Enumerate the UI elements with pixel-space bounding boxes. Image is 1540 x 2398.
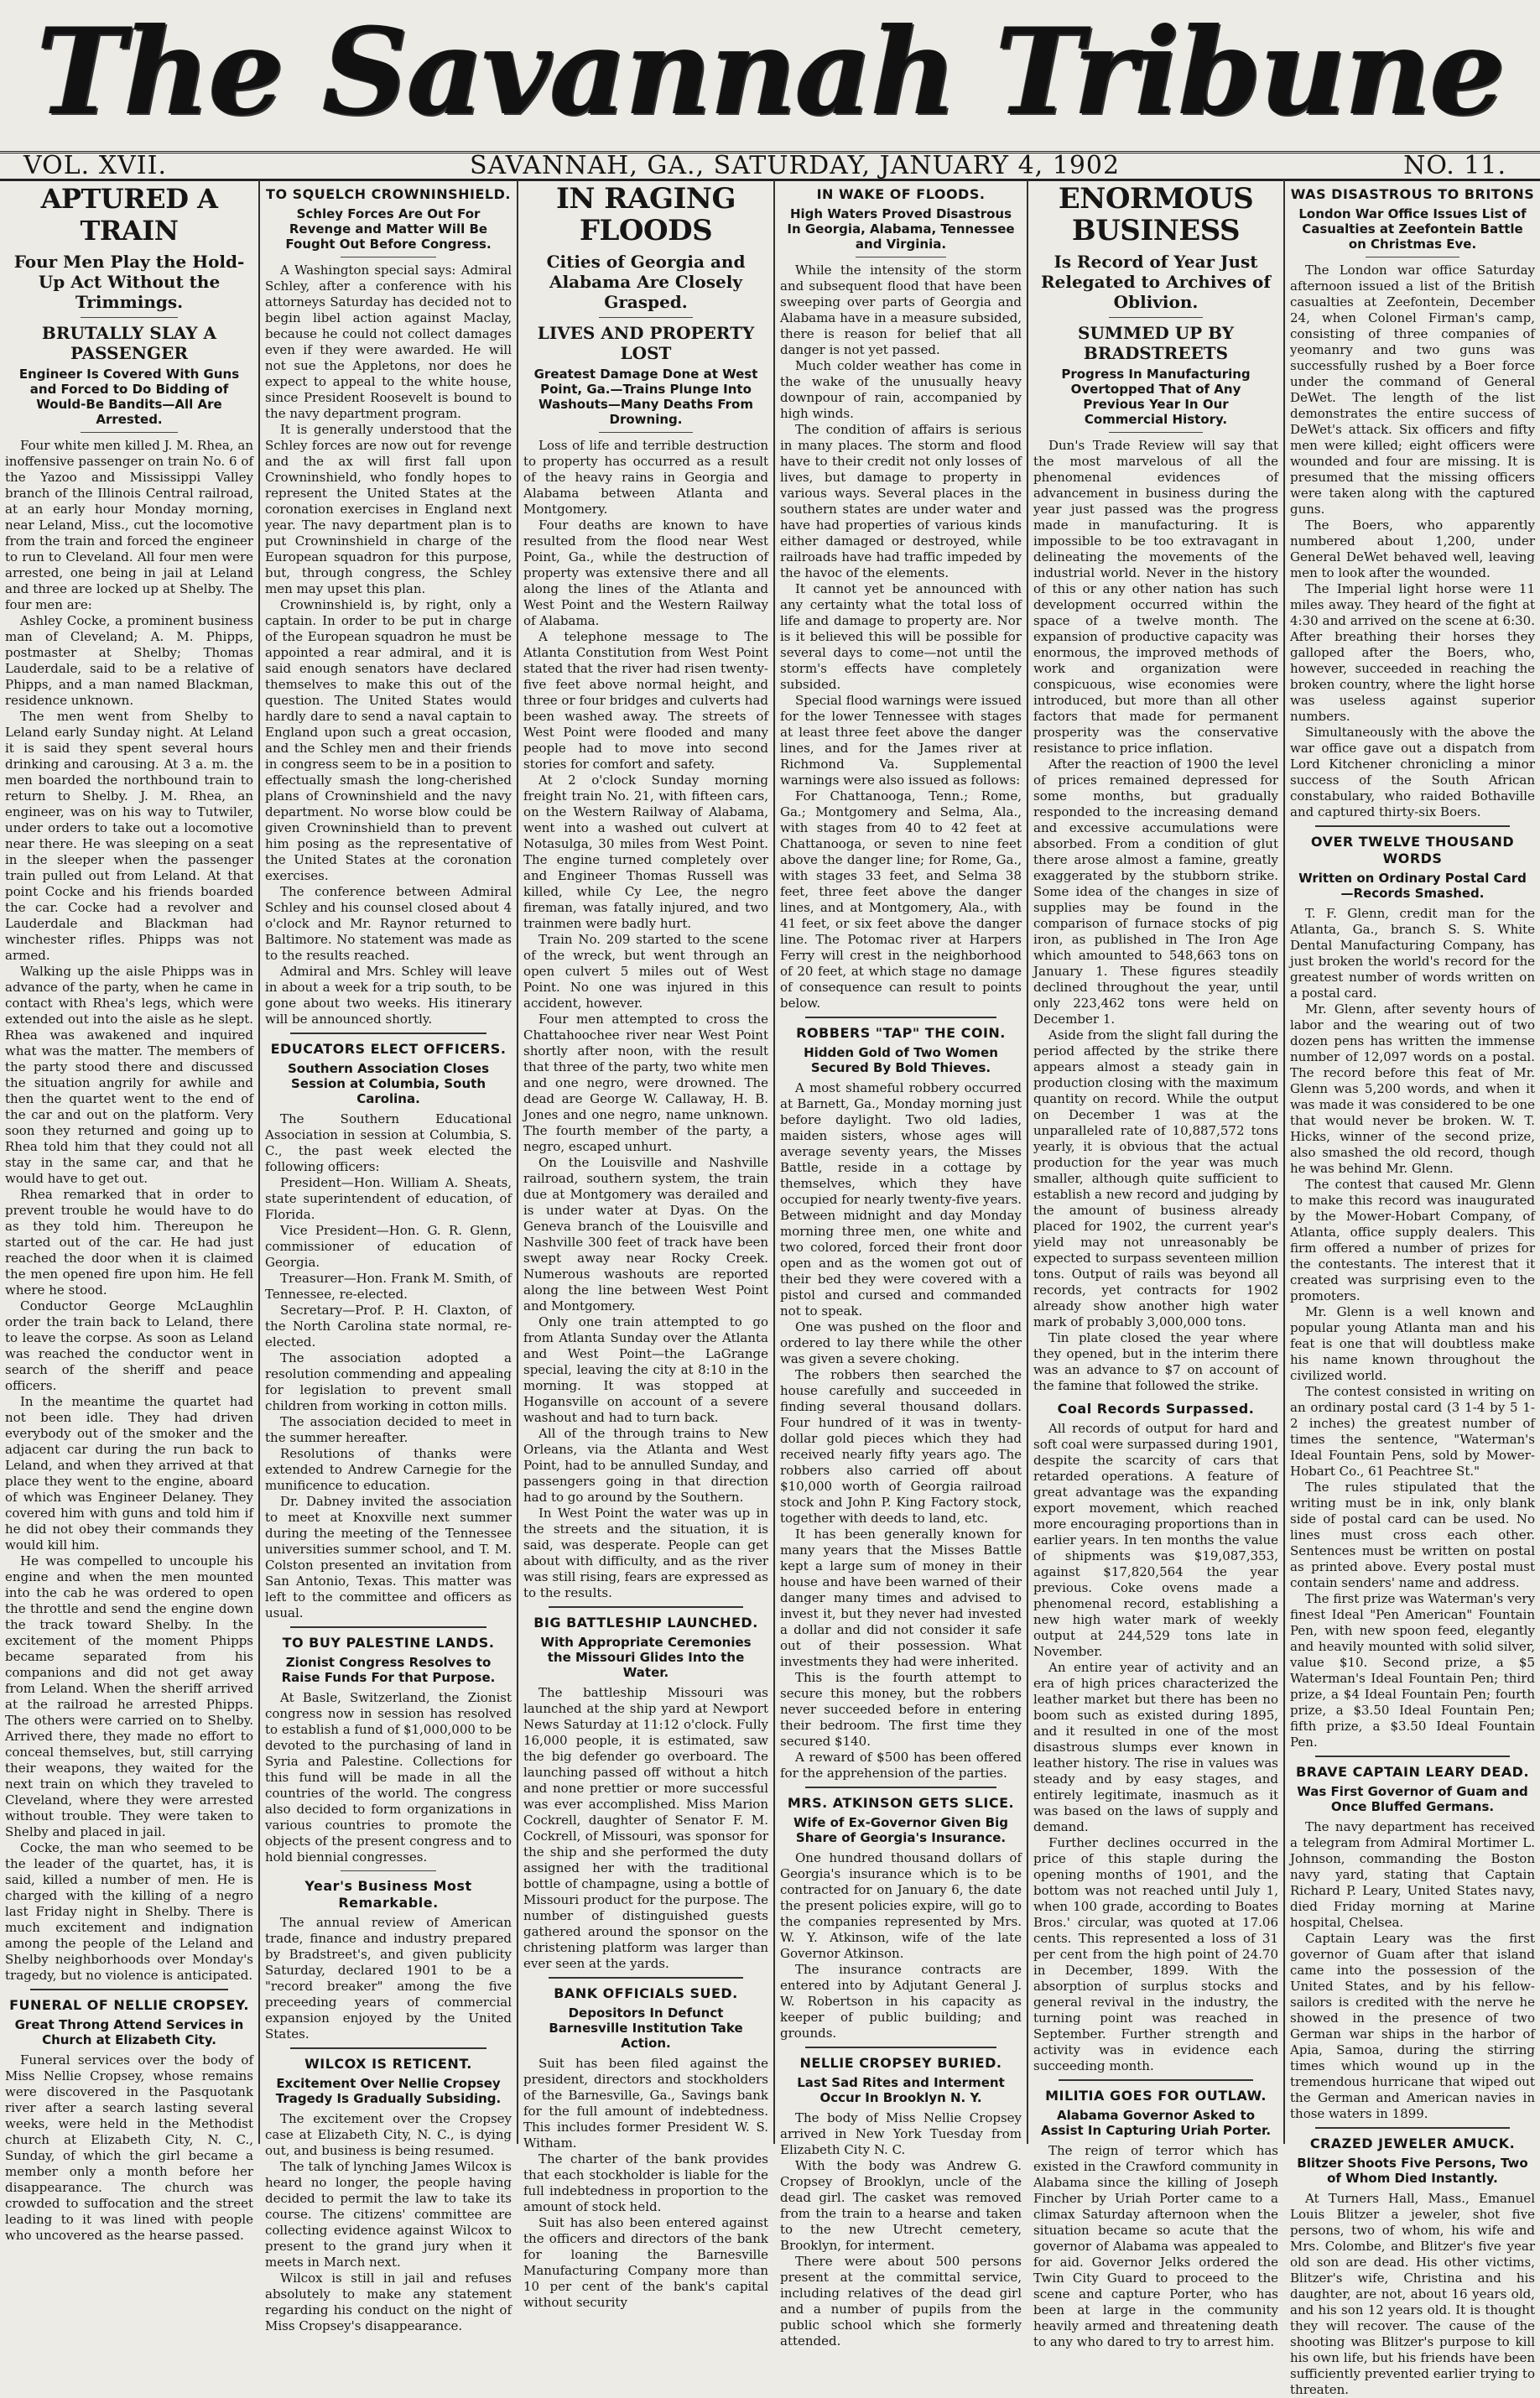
- paragraph: Secretary—Prof. P. H. Claxton, of the North Carolina state normal, re-elected.: [265, 1303, 512, 1350]
- divider: [805, 1787, 996, 1788]
- paragraph: The condition of affairs is serious in many places. The storm and flood have to their credit not only losses of lives, but damage to property in various ways. Several places in the southern states are under water and have had properties of various kinds either damaged or destroyed, while railroads have had traffic impeded by the havoc of the elements.: [780, 422, 1022, 580]
- paragraph: Aside from the slight fall during the period affected by the strike there appears almost a steady gain in production closing with the maximum quantity on record. While the output on December 1 was at the unparalleled rate of 10,887,572 tons yearly, it is obvious that the actual production for the year was much smaller, although quite sufficient to establish a new record and judging by the amount of business already placed for 1902, the current year's yield may not unreasonably be expected to surpass seventeen million tons. Output of rails was beyond all records, yet contracts for 1902 already show another high water mark of probably 3,000,000 tons.: [1033, 1027, 1278, 1329]
- paragraph: Dun's Trade Review will say that the most marvelous of all the phenomenal evidences of advancement in business during the year just passed was the progress made in manufacturing. It is impossible to be too extravagant in delineating the movements of the industrial world. Never in the history of this or any other nation has such development occurred within the space of a twelve month. The expansion of productive capacity was enormous, the improved methods of work and organization were conspicuous, wise economies were introduced, but more than all other factors that made for permanent prosperity was the conservative resistance to price inflation.: [1033, 438, 1278, 756]
- divider: [549, 1977, 743, 1979]
- paragraph: The navy department has received a telegram from Admiral Mortimer L. Johnson, commanding the Boston navy yard, stating that Captain Richard P. Leary, United States navy, died Friday morning at Marine hospital, Chelsea.: [1290, 1819, 1535, 1930]
- article-headline: BIG BATTLESHIP LAUNCHED.: [533, 1615, 758, 1631]
- deck: High Waters Proved Disastrous In Georgia, Alabama, Tennessee and Virginia.: [787, 206, 1015, 252]
- deck: Engineer Is Covered With Guns and Forced to Do Bidding of Would-Be Bandits—All Are Arrested.: [18, 367, 240, 427]
- paragraph: Crowninshield is, by right, only a captain. In order to be put in charge of the European squadron he must be appointed a rear admiral, and it is said enough senators have declared themselves to make this out of the question. The United States would hardly dare to send a naval captain to England upon such a great occasion, and the Schley men and their friends in congress seem to be in a position to effectually smash the long-cherished plans of Crowninshield and the navy department. No worse blow could be given Crowninshield than to prevent him posing as the representative of the United States at the coronation exercises.: [265, 597, 512, 883]
- paragraph: Cocke, the man who seemed to be the leader of the quartet, has, it is said, killed a number of men. He is charged with the killing of a negro last Friday night in Shelby. There is much excitement and indignation among the people of the Leland and Shelby neighborhoods over Monday's tragedy, but no violence is anticipated.: [5, 1840, 253, 1983]
- paragraph: While the intensity of the storm and subsequent flood that have been sweeping over parts of Georgia and Alabama have in a measure subsided, there is reason for belief that all danger is not yet passed.: [780, 263, 1022, 357]
- paragraph: Rhea remarked that in order to prevent trouble he would have to do as they told him. Thereupon he started out of the car. He had just reached the door when it is claimed the men opened fire upon him. He fell where he stood.: [5, 1187, 253, 1298]
- paragraph: President—Hon. William A. Sheats, state superintendent of education, of Florida.: [265, 1175, 512, 1222]
- headline: APTURED A TRAIN: [40, 183, 218, 247]
- deck: Four Men Play the Hold-Up Act Without the Trimmings.: [13, 252, 245, 312]
- paragraph: The reign of terror which has existed in the Crawford community in Alabama since the killing of Joseph Fincher by Uriah Porter came to a climax Saturday afternoon when the situation became so acute that the governor of Alabama was appealed to for aid. Governor Jelks ordered the Twin City Guard to proceed to the scene and capture Porter, who has been at large in the community heavily armed and threatening death to any who dared to try to arrest him.: [1033, 2143, 1278, 2349]
- deck: Last Sad Rites and Interment Occur In Brooklyn N. Y.: [797, 2075, 1005, 2105]
- article-headline: NELLIE CROPSEY BURIED.: [799, 2055, 1002, 2071]
- paragraph: Ashley Cocke, a prominent business man of Cleveland; A. M. Phipps, postmaster at Shelby; Thomas Lauderdale, said to be a relative of Phipps, and a man named Blackman, residence unknown.: [5, 613, 253, 708]
- divider: [805, 1017, 996, 1018]
- deck: BRUTALLY SLAY A PASSENGER: [41, 323, 217, 363]
- headline: ENORMOUS BUSINESS: [1058, 182, 1254, 247]
- article-headline: MRS. ATKINSON GETS SLICE.: [787, 1795, 1015, 1811]
- article-headline: IN WAKE OF FLOODS.: [816, 186, 986, 202]
- paragraph: Tin plate closed the year where they opened, but in the interim there was an advance to $7 on account of the famine that followed the strike.: [1033, 1330, 1278, 1393]
- paragraph: At 2 o'clock Sunday morning freight train No. 21, with fifteen cars, on the Western Railway of Alabama, went into a washed out culvert at Notasulga, 30 miles from West Point. The engine turned completely over and Engineer Thomas Russell was killed, while Cy Lee, the negro fireman, was fatally injured, and two trainmen were badly hurt.: [523, 772, 768, 931]
- paragraph: The charter of the bank provides that each stockholder is liable for the full indebtedness in proportion to the amount of stock held.: [523, 2151, 768, 2214]
- divider: [1315, 1756, 1510, 1757]
- paragraph: Conductor George McLaughlin order the train back to Leland, there to leave the corpse. As soon as Leland was reached the conductor went in search of the sheriff and peace officers.: [5, 1298, 253, 1393]
- paragraph: Further declines occurred in the price of this staple during the opening months of 1901, and the bottom was not reached until July 1, when 100 grade, according to Boates Bros.' circular, was quoted at 17.06 cents. This represented a loss of 31 per cent from the high point of 24.70 in December, 1899. With the absorption of surplus stocks and general revival in the industry, the turning point was reached in September. Further strength and activity was in evidence each succeeding month.: [1033, 1835, 1278, 2073]
- paragraph: The excitement over the Cropsey case at Elizabeth City, N. C., is dying out, and business is being resumed.: [265, 2111, 512, 2158]
- paragraph: The first prize was Waterman's very finest Ideal "Pen American" Fountain Pen, with new spoon feed, elegantly and heavily mounted with solid silver, value $10. Second prize, a $5 Waterman's Ideal Fountain Pen; third prize, a $4 Ideal Fountain Pen; fourth prize, a $3.50 Ideal Fountain Pen; fifth prize, a $3.50 Ideal Fountain Pen.: [1290, 1591, 1535, 1750]
- paragraph: Resolutions of thanks were extended to Andrew Carnegie for the munificence to education.: [265, 1446, 512, 1493]
- deck: With Appropriate Ceremonies the Missouri Glides Into the Water.: [540, 1635, 752, 1680]
- paragraph: Captain Leary was the first governor of Guam after that island came into the possession of the United States, and by his fellow-sailors is credited with the nerve he showed in the presence of two German war ships in the harbor of Apia, Samoa, during the stirring times which wound up in the tremendous hurricane that wiped out the German and American navies in those waters in 1899.: [1290, 1931, 1535, 2121]
- paragraph: Much colder weather has come in the wake of the unusually heavy downpour of rain, accompanied by high winds.: [780, 358, 1022, 421]
- article-headline: CRAZED JEWELER AMUCK.: [1309, 2135, 1516, 2151]
- paragraph: An entire year of activity and an era of high prices characterized the leather market but there has been no boom such as existed during 1895, and it resulted in one of the most disastrous slumps ever known in leather history. The rise in values was steady and by easy stages, and entirely legitimate, inasmuch as it was based on the laws of supply and demand.: [1033, 1660, 1278, 1834]
- paragraph: The association decided to meet in the summer hereafter.: [265, 1414, 512, 1445]
- divider: [290, 2047, 486, 2049]
- columns: [0, 179, 1540, 2397]
- paragraph: Suit has also been entered against the officers and directors of the bank for loaning the Barnesville Manufacturing Company more than 10 per cent of the bank's capital without security: [523, 2215, 768, 2310]
- paragraph: A reward of $500 has been offered for the apprehension of the parties.: [780, 1750, 1022, 1781]
- deck: London War Office Issues List of Casualties at Zeefontein Battle on Christmas Eve.: [1298, 206, 1527, 252]
- paragraph: The insurance contracts are entered into by Adjutant General J. W. Robertson in his capacity as keeper of public building; and grounds.: [780, 1962, 1022, 2041]
- deck: Progress In Manufacturing Overtopped That of Any Previous Year In Our Commercial History.: [1061, 367, 1251, 427]
- volume-label: VOL. XVII.: [23, 151, 167, 180]
- article-headline: ROBBERS "TAP" THE COIN.: [796, 1025, 1006, 1041]
- paragraph: Funeral services over the body of Miss Nellie Cropsey, whose remains were discovered in the Pasquotank river after a search lasting several weeks, were held in the Methodist church at Elizabeth City, N. C., Sunday, of which the girl became a member only a month before her disappearance. The church was crowded to suffocation and the street leading to it was lined with people who uncovered as the hearse passed.: [5, 2052, 253, 2243]
- article-headline: TO SQUELCH CROWNINSHIELD.: [266, 186, 511, 202]
- paragraph: The contest consisted in writing on an ordinary postal card (3 1-4 by 5 1-2 inches) the greatest number of times the sentence, "Waterman's Ideal Fountain Pens, sold by Mower-Hobart Co., 61 Peachtree St.": [1290, 1384, 1535, 1479]
- paragraph: Vice President—Hon. G. R. Glenn, commissioner of education of Georgia.: [265, 1223, 512, 1270]
- paragraph: Train No. 209 started to the scene of the wreck, but went through an open culvert 5 miles out of West Point. No one was injured in this accident, however.: [523, 932, 768, 1011]
- paragraph: Wilcox is still in jail and refuses absolutely to make any statement regarding his conduct on the night of Miss Cropsey's disappearance.: [265, 2271, 512, 2333]
- paragraph: The robbers then searched the house carefully and succeeded in finding several thousand dollars. Four hundred of it was in twenty-dollar gold pieces which they had received nearly fifty years ago. The robbers also carried off about $10,000 worth of Georgia railroad stock and John P. King Factory stock, together with deeds to land, etc.: [780, 1367, 1022, 1526]
- article-headline: OVER TWELVE THOUSAND WORDS: [1310, 834, 1515, 866]
- paragraph: In the meantime the quartet had not been idle. They had driven everybody out of the smoker and the adjacent car during the run back to Leland, and when they arrived at that place they went to the engine, aboard of which was Engineer Delaney. They covered him with guns and told him if he did not obey their commands they would kill him.: [5, 1394, 253, 1553]
- headline: IN RAGING FLOODS: [555, 182, 736, 247]
- paragraph: One was pushed on the floor and ordered to lay there while the other was given a severe choking.: [780, 1319, 1022, 1366]
- divider: [805, 2047, 996, 2048]
- paragraph: Only one train attempted to go from Atlanta Sunday over the Atlanta and West Point—the LaGrange special, leaving the city at 8:10 in the morning. It was stopped at Hogansville on account of a severe washout and had to turn back.: [523, 1314, 768, 1425]
- divider: [341, 1870, 436, 1871]
- paragraph: Treasurer—Hon. Frank M. Smith, of Tennessee, re-elected.: [265, 1271, 512, 1302]
- paragraph: It cannot yet be announced with any certainty what the total loss of life and damage to property are. Nor is it believed this will be possible for several days to come—not until the storm's effects have completely subsided.: [780, 581, 1022, 692]
- deck: LIVES AND PROPERTY LOST: [537, 323, 755, 363]
- deck: Alabama Governor Asked to Assist In Capturing Uriah Porter.: [1040, 2108, 1272, 2138]
- article-headline: WAS DISASTROUS TO BRITONS: [1290, 186, 1535, 202]
- paragraph: The rules stipulated that the writing must be in ink, only blank side of postal card can be used. No lines must cross each other. Sentences must be written on postal as printed above. Every postal must contain senders' name and address.: [1290, 1480, 1535, 1590]
- paragraph: The contest that caused Mr. Glenn to make this record was inaugurated by the Mower-Hobart Company, of Atlanta, office supply dealers. This firm offered a number of prizes for the contestants. The interest that it created was surprising even to the promoters.: [1290, 1177, 1535, 1303]
- paragraph: On the Louisville and Nashville railroad, southern system, the train due at Montgomery was derailed and is under water at Dyas. On the Geneva branch of the Louisville and Nashville 300 feet of track have been swept away near Rocky Creek. Numerous washouts are reported along the line between West Point and Montgomery.: [523, 1155, 768, 1313]
- divider: [1315, 825, 1510, 827]
- paragraph: A Washington special says: Admiral Schley, after a conference with his attorneys Saturday has decided not to begin libel action against Maclay, because he could not collect damages even if they were awarded. He will not sue the Appletons, nor does he expect to appeal to the white house, since President Roosevelt is bound to the navy department program.: [265, 263, 512, 421]
- deck: Excitement Over Nellie Cropsey Tragedy Is Gradually Subsiding.: [275, 2076, 502, 2106]
- deck: Southern Association Closes Session at Columbia, South Carolina.: [287, 1061, 490, 1106]
- paragraph: One hundred thousand dollars of Georgia's insurance which is to be contracted for on January 6, the date the present policies expire, will go to the companies represented by Mrs. W. Y. Atkinson, wife of the late Governor Atkinson.: [780, 1850, 1022, 1961]
- paragraph: A most shameful robbery occurred at Barnett, Ga., Monday morning just before daylight. Two old ladies, maiden sisters, whose ages will average seventy years, the Misses Battle, reside in a cottage by themselves, which they have occupied for nearly twenty-five years. Between midnight and day Monday morning three men, one white and two colored, forced their front door open and as the women got out of their bed they were covered with a pistol and cursed and commanded not to speak.: [780, 1080, 1022, 1319]
- paragraph: With the body was Andrew G. Cropsey of Brooklyn, uncle of the dead girl. The casket was removed from the train to a hearse and taken to the new Utrecht cemetery, Brooklyn, for interment.: [780, 2158, 1022, 2253]
- column-2: [258, 179, 517, 2333]
- paragraph: He was compelled to uncouple his engine and when the men mounted into the cab he was ordered to open the throttle and send the engine down the track toward Shelby. In the excitement of the moment Phipps became separated from his companions and did not get away from Leland. When the sheriff arrived at the railroad he arrested Phipps. The others were carried on to Shelby. Arrived there, they made no effort to conceal themselves, but, still carrying their weapons, they waited for the next train on which they traveled to Cleveland, where they were arrested without trouble. They were taken to Shelby and placed in jail.: [5, 1553, 253, 1839]
- deck: Zionist Congress Resolves to Raise Funds For that Purpose.: [281, 1655, 496, 1685]
- paragraph: All of the through trains to New Orleans, via the Atlanta and West Point, had to be annulled Sunday, and passengers going in that direction had to go around by the Southern.: [523, 1426, 768, 1505]
- article-headline: WILCOX IS RETICENT.: [304, 2056, 472, 2072]
- column-4: [773, 179, 1027, 2349]
- dateline-bar: [0, 151, 1540, 181]
- column-1: [0, 179, 258, 2243]
- divider: [1059, 2079, 1253, 2081]
- divider: [81, 432, 178, 433]
- deck: Greatest Damage Done at West Point, Ga.—Trains Plunge Into Washouts—Many Deaths From Drowning.: [533, 367, 758, 427]
- paragraph: The conference between Admiral Schley and his counsel closed about 4 o'clock and Mr. Raynor returned to Baltimore. No statement was made as to the results reached.: [265, 884, 512, 963]
- article-headline: BRAVE CAPTAIN LEARY DEAD.: [1295, 1764, 1530, 1780]
- paragraph: Simultaneously with the above the war office gave out a dispatch from Lord Kitchener chronicling a minor success of the South African constabulary, who raided Bothaville and captured thirty-six Boers.: [1290, 725, 1535, 819]
- paragraph: The association adopted a resolution commending and appealing for legislation to prevent small children from working in cotton mills.: [265, 1350, 512, 1413]
- paragraph: The body of Miss Nellie Cropsey arrived in New York Tuesday from Elizabeth City N. C.: [780, 2110, 1022, 2157]
- paragraph: Loss of life and terrible destruction to property has occurred as a result of the heavy rains in Georgia and Alabama between Atlanta and Montgomery.: [523, 438, 768, 517]
- deck: Schley Forces Are Out For Revenge and Matter Will Be Fought Out Before Congress.: [285, 206, 492, 252]
- article-subhead: Coal Records Surpassed.: [1057, 1401, 1255, 1417]
- divider: [81, 317, 178, 318]
- divider: [290, 1033, 486, 1034]
- paragraph: The Imperial light horse were 11 miles away. They heard of the fight at 4:30 and arrived on the scene at 6:30. After breathing their horses they galloped after the Boers, who, however, succeeded in reaching the broken country, where the light horse was useless against superior numbers.: [1290, 581, 1535, 724]
- newspaper-title: The Savannah Tribune: [36, 3, 1504, 142]
- paragraph: All records of output for hard and soft coal were surpassed during 1901, despite the scarcity of cars that retarded operations. A feature of great advantage was the expanding export movement, which reached more encouraging proportions than in earlier years. In ten months the value of shipments was $19,087,353, against $17,820,564 the year previous. Coke ovens made a phenomenal record, establishing a new high water mark of weekly output at 244,529 tons late in November.: [1033, 1421, 1278, 1659]
- article-headline: TO BUY PALESTINE LANDS.: [282, 1635, 495, 1651]
- paragraph: The Southern Educational Association in session at Columbia, S. C., the past week elected the following officers:: [265, 1111, 512, 1174]
- paragraph: The battleship Missouri was launched at the ship yard at Newport News Saturday at 11:12 o'clock. Fully 16,000 people, it is estimated, saw the big defender go overboard. The launching passed off without a hitch and none prettier or more successful was ever accomplished. Miss Marion Cockrell, daughter of Senator F. M. Cockrell, of Missouri, was sponsor for the ship and she performed the duty assigned her with the traditional bottle of champagne, using a bottle of Missouri product for the purpose. The number of distinguished guests gathered around the sponsor on the christening platform was larger than ever seen at the yards.: [523, 1685, 768, 1971]
- paragraph: There were about 500 persons present at the committal service, including relatives of the dead girl and a number of pupils from the public school which she formerly attended.: [780, 2254, 1022, 2349]
- divider: [1109, 317, 1203, 318]
- article-headline: Year's Business Most Remarkable.: [304, 1878, 472, 1911]
- dateline: SAVANNAH, GA., SATURDAY, JANUARY 4, 1902: [470, 151, 1121, 180]
- paragraph: The annual review of American trade, finance and industry prepared by Bradstreet's, and given publicity Saturday, declared 1901 to be a "record breaker" among the five preceeding years of commercial expansion enjoyed by the United States.: [265, 1915, 512, 2042]
- paragraph: Mr. Glenn is a well known and popular young Atlanta man and his feat is one that will doubtless make his name known throughout the civilized world.: [1290, 1304, 1535, 1383]
- paragraph: The London war office Saturday afternoon issued a list of the British casualties at Zeefontein, December 24, when Colonel Firman's camp, consisting of three companies of yeomanry and two guns was successfully rushed by a Boer force under the command of General DeWet. The length of the list demonstrates the entire success of DeWet's attack. Six officers and fifty men were killed; eight officers were wounded and four are missing. It is presumed that the missing officers were taken along with the captured guns.: [1290, 263, 1535, 517]
- paragraph: Four deaths are known to have resulted from the flood near West Point, Ga., while the destruction of property was extensive there and all along the lines of the Atlanta and West Point and the Western Railway of Alabama.: [523, 518, 768, 628]
- paragraph: Admiral and Mrs. Schley will leave in about a week for a trip south, to be gone about two weeks. His itinerary will be announced shortly.: [265, 964, 512, 1027]
- paragraph: The men went from Shelby to Leland early Sunday night. At Leland it is said they spent several hours drinking and carousing. At 3 a. m. the men boarded the northbound train to return to Shelby. J. M. Rhea, an engineer, was on his way to Tutwiler, under orders to take out a locomotive near there. He was sleeping on a seat in the sleeper when the passenger train pulled out from Leland. At that point Cocke and his friends boarded the car. Cocke had a revolver and Lauderdale and Blackman had winchester rifles. Phipps was not armed.: [5, 709, 253, 963]
- paragraph: Four white men killed J. M. Rhea, an inoffensive passenger on train No. 6 of the Yazoo and Mississippi Valley branch of the Illinois Central railroad, at an early hour Monday morning, near Leland, Miss., cut the locomotive from the train and forced the engineer to run to Cleveland. All four men were arrested, one being in jail at Leland and three are locked up at Shelby. The four men are:: [5, 438, 253, 612]
- paragraph: The Boers, who apparently numbered about 1,200, under General DeWet behaved well, leaving men to look after the wounded.: [1290, 518, 1535, 580]
- masthead: [0, 0, 1540, 149]
- paragraph: For Chattanooga, Tenn.; Rome, Ga.; Montgomery and Selma, Ala., with stages from 40 to 42 feet at Chattanooga, or seven to nine feet above the danger line; for Rome, Ga., with stages 33 feet, and Selma 38 feet, three feet above the danger lines, and at Montgomery, Ala., with 41 feet, or six feet above the danger line. The Potomac river at Harpers Ferry will crest in the neighborhood of 20 feet, at which stage no damage of consequence can result to points below.: [780, 788, 1022, 1011]
- article-headline: FUNERAL OF NELLIE CROPSEY.: [9, 1997, 249, 2013]
- column-6: [1283, 179, 1540, 2397]
- article-headline: BANK OFFICIALS SUED.: [554, 1985, 738, 2001]
- paragraph: After the reaction of 1900 the level of prices remained depressed for some months, but gradually responded to the increasing demand and excessive accumulations were absorbed. From a condition of glut there arose almost a famine, greatly exaggerated by the stubborn strike. Some idea of the changes in size of supplies may be found in the comparison of furnace stocks of pig iron, as published in The Iron Age which amounted to 548,663 tons on January 1. These figures steadily declined throughout the year, until only 223,462 tons were held on December 1.: [1033, 757, 1278, 1027]
- divider: [1315, 2127, 1510, 2129]
- divider: [1109, 432, 1203, 433]
- paragraph: A telephone message to The Atlanta Constitution from West Point stated that the river had risen twenty-five feet above normal height, and three or four bridges and culverts had been washed away. The streets of West Point were flooded and many people had to move into second stories for comfort and safety.: [523, 629, 768, 772]
- issue-number: NO. 11.: [1403, 151, 1506, 180]
- paragraph: At Turners Hall, Mass., Emanuel Louis Blitzer a jeweler, shot five persons, two of whom, his wife and Mrs. Colombe, and Blitzer's five year old son are dead. His other victims, Blitzer's wife, Christina and his daughter, are not, about 16 years old, and his son 12 years old. It is thought they will recover. The cause of the shooting was Blitzer's purpose to kill his own life, but his friends have been sufficiently prevented earlier trying to threaten.: [1290, 2191, 1535, 2397]
- deck: Great Throng Attend Services in Church at Elizabeth City.: [14, 2017, 244, 2047]
- divider: [599, 317, 693, 318]
- article-headline: MILITIA GOES FOR OUTLAW.: [1045, 2088, 1267, 2104]
- divider: [30, 1989, 228, 1990]
- divider: [549, 1606, 743, 1608]
- paragraph: Walking up the aisle Phipps was in advance of the party, when he came in contact with Rhea's legs, which were extended out into the aisle as he slept. Rhea was awakened and inquired what was the matter. The members of the party stood there and discussed the situation angrily for awhile and then the quartet went to the end of the car and out on the platform. Very soon they returned and going up to Rhea told him that they could not all stay in the same car, and that he would have to get out.: [5, 964, 253, 1186]
- paragraph: It is generally understood that the Schley forces are now out for revenge and the ax will first fall upon Crowninshield, who fondly hopes to represent the United States at the coronation exercises in England next year. The navy department plan is to put Crowninshield in charge of the European squadron for this purpose, but, through congress, the Schley men may upset this plan.: [265, 422, 512, 596]
- deck: Hidden Gold of Two Women Secured By Bold Thieves.: [804, 1045, 998, 1075]
- paragraph: At Basle, Switzerland, the Zionist congress now in session has resolved to establish a fund of $1,000,000 to be devoted to the purchasing of land in Syria and Palestine. Collections for this fund will be made in all the countries of the world. The congress also decided to form organizations in various countries to promote the objects of the present congress and to hold biennial congresses.: [265, 1690, 512, 1865]
- paragraph: This is the fourth attempt to secure this money, but the robbers never succeeded before in entering their bedroom. The first time they secured $140.: [780, 1670, 1022, 1749]
- paragraph: In West Point the water was up in the streets and the situation, it is said, was desperate. People can get about with difficulty, and as the river was still rising, fears are expressed as to the results.: [523, 1506, 768, 1600]
- paragraph: It has been generally known for many years that the Misses Battle kept a large sum of money in their house and have been warned of their danger many times and advised to invest it, but they never had invested a dollar and did not consider it safe out of their possession. What investments they had were inherited.: [780, 1527, 1022, 1669]
- paragraph: Special flood warnings were issued for the lower Tennessee with stages at least three feet above the danger lines, and for the James river at Richmond Va. Supplemental warnings were also issued as follows:: [780, 693, 1022, 788]
- column-3: [517, 179, 773, 2310]
- paragraph: Four men attempted to cross the Chattahoochee river near West Point shortly after noon, with the result that three of the party, two white men and one negro, were drowned. The dead are George W. Callaway, H. B. Jones and one negro, name unknown. The fourth member of the party, a negro, escaped unhurt.: [523, 1012, 768, 1154]
- paragraph: The talk of lynching James Wilcox is heard no longer, the people having decided to permit the law to take its course. The citizens' committee are collecting evidence against Wilcox to present to the grand jury when it meets in March next.: [265, 2159, 512, 2270]
- deck: Wife of Ex-Governor Given Big Share of Georgia's Insurance.: [793, 1815, 1008, 1845]
- deck: Blitzer Shoots Five Persons, Two of Whom Died Instantly.: [1297, 2156, 1528, 2186]
- paragraph: T. F. Glenn, credit man for the Atlanta, Ga., branch S. S. White Dental Manufacturing Company, has just broken the world's record for the greatest number of words written on a postal card.: [1290, 906, 1535, 1001]
- deck: Written on Ordinary Postal Card—Records Smashed.: [1298, 871, 1527, 901]
- deck: Was First Governor of Guam and Once Bluffed Germans.: [1297, 1784, 1528, 1814]
- deck: SUMMED UP BY BRADSTREETS: [1078, 323, 1234, 363]
- article-headline: EDUCATORS ELECT OFFICERS.: [270, 1041, 507, 1057]
- paragraph: Suit has been filed against the president, directors and stockholders of the Barnesville, Ga., Savings bank for the full amount of indebtedness. This includes former President W. S. Witham.: [523, 2056, 768, 2151]
- divider: [290, 1626, 486, 1628]
- paragraph: Dr. Dabney invited the association to meet at Knoxville next summer during the meeting of the Tennessee universities summer school, and T. M. Colston presented an invitation from San Antonio, Texas. This matter was left to the committee and officers as usual.: [265, 1494, 512, 1620]
- deck: Depositors In Defunct Barnesville Institution Take Action.: [549, 2005, 743, 2051]
- divider: [599, 432, 693, 433]
- deck: Cities of Georgia and Alabama Are Closely Grasped.: [546, 252, 746, 312]
- deck: Is Record of Year Just Relegated to Archives of Oblivion.: [1041, 252, 1271, 312]
- paragraph: Mr. Glenn, after seventy hours of labor and the wearing out of two dozen pens has written the immense number of 12,097 words on a postal. The record before this feat of Mr. Glenn was 5,200 words, and when it was made it was considered to be one that would never be broken. W. T. Hicks, winner of the second prize, also smashed the old record, though he was behind Mr. Glenn.: [1290, 1001, 1535, 1176]
- column-5: [1027, 179, 1283, 2349]
